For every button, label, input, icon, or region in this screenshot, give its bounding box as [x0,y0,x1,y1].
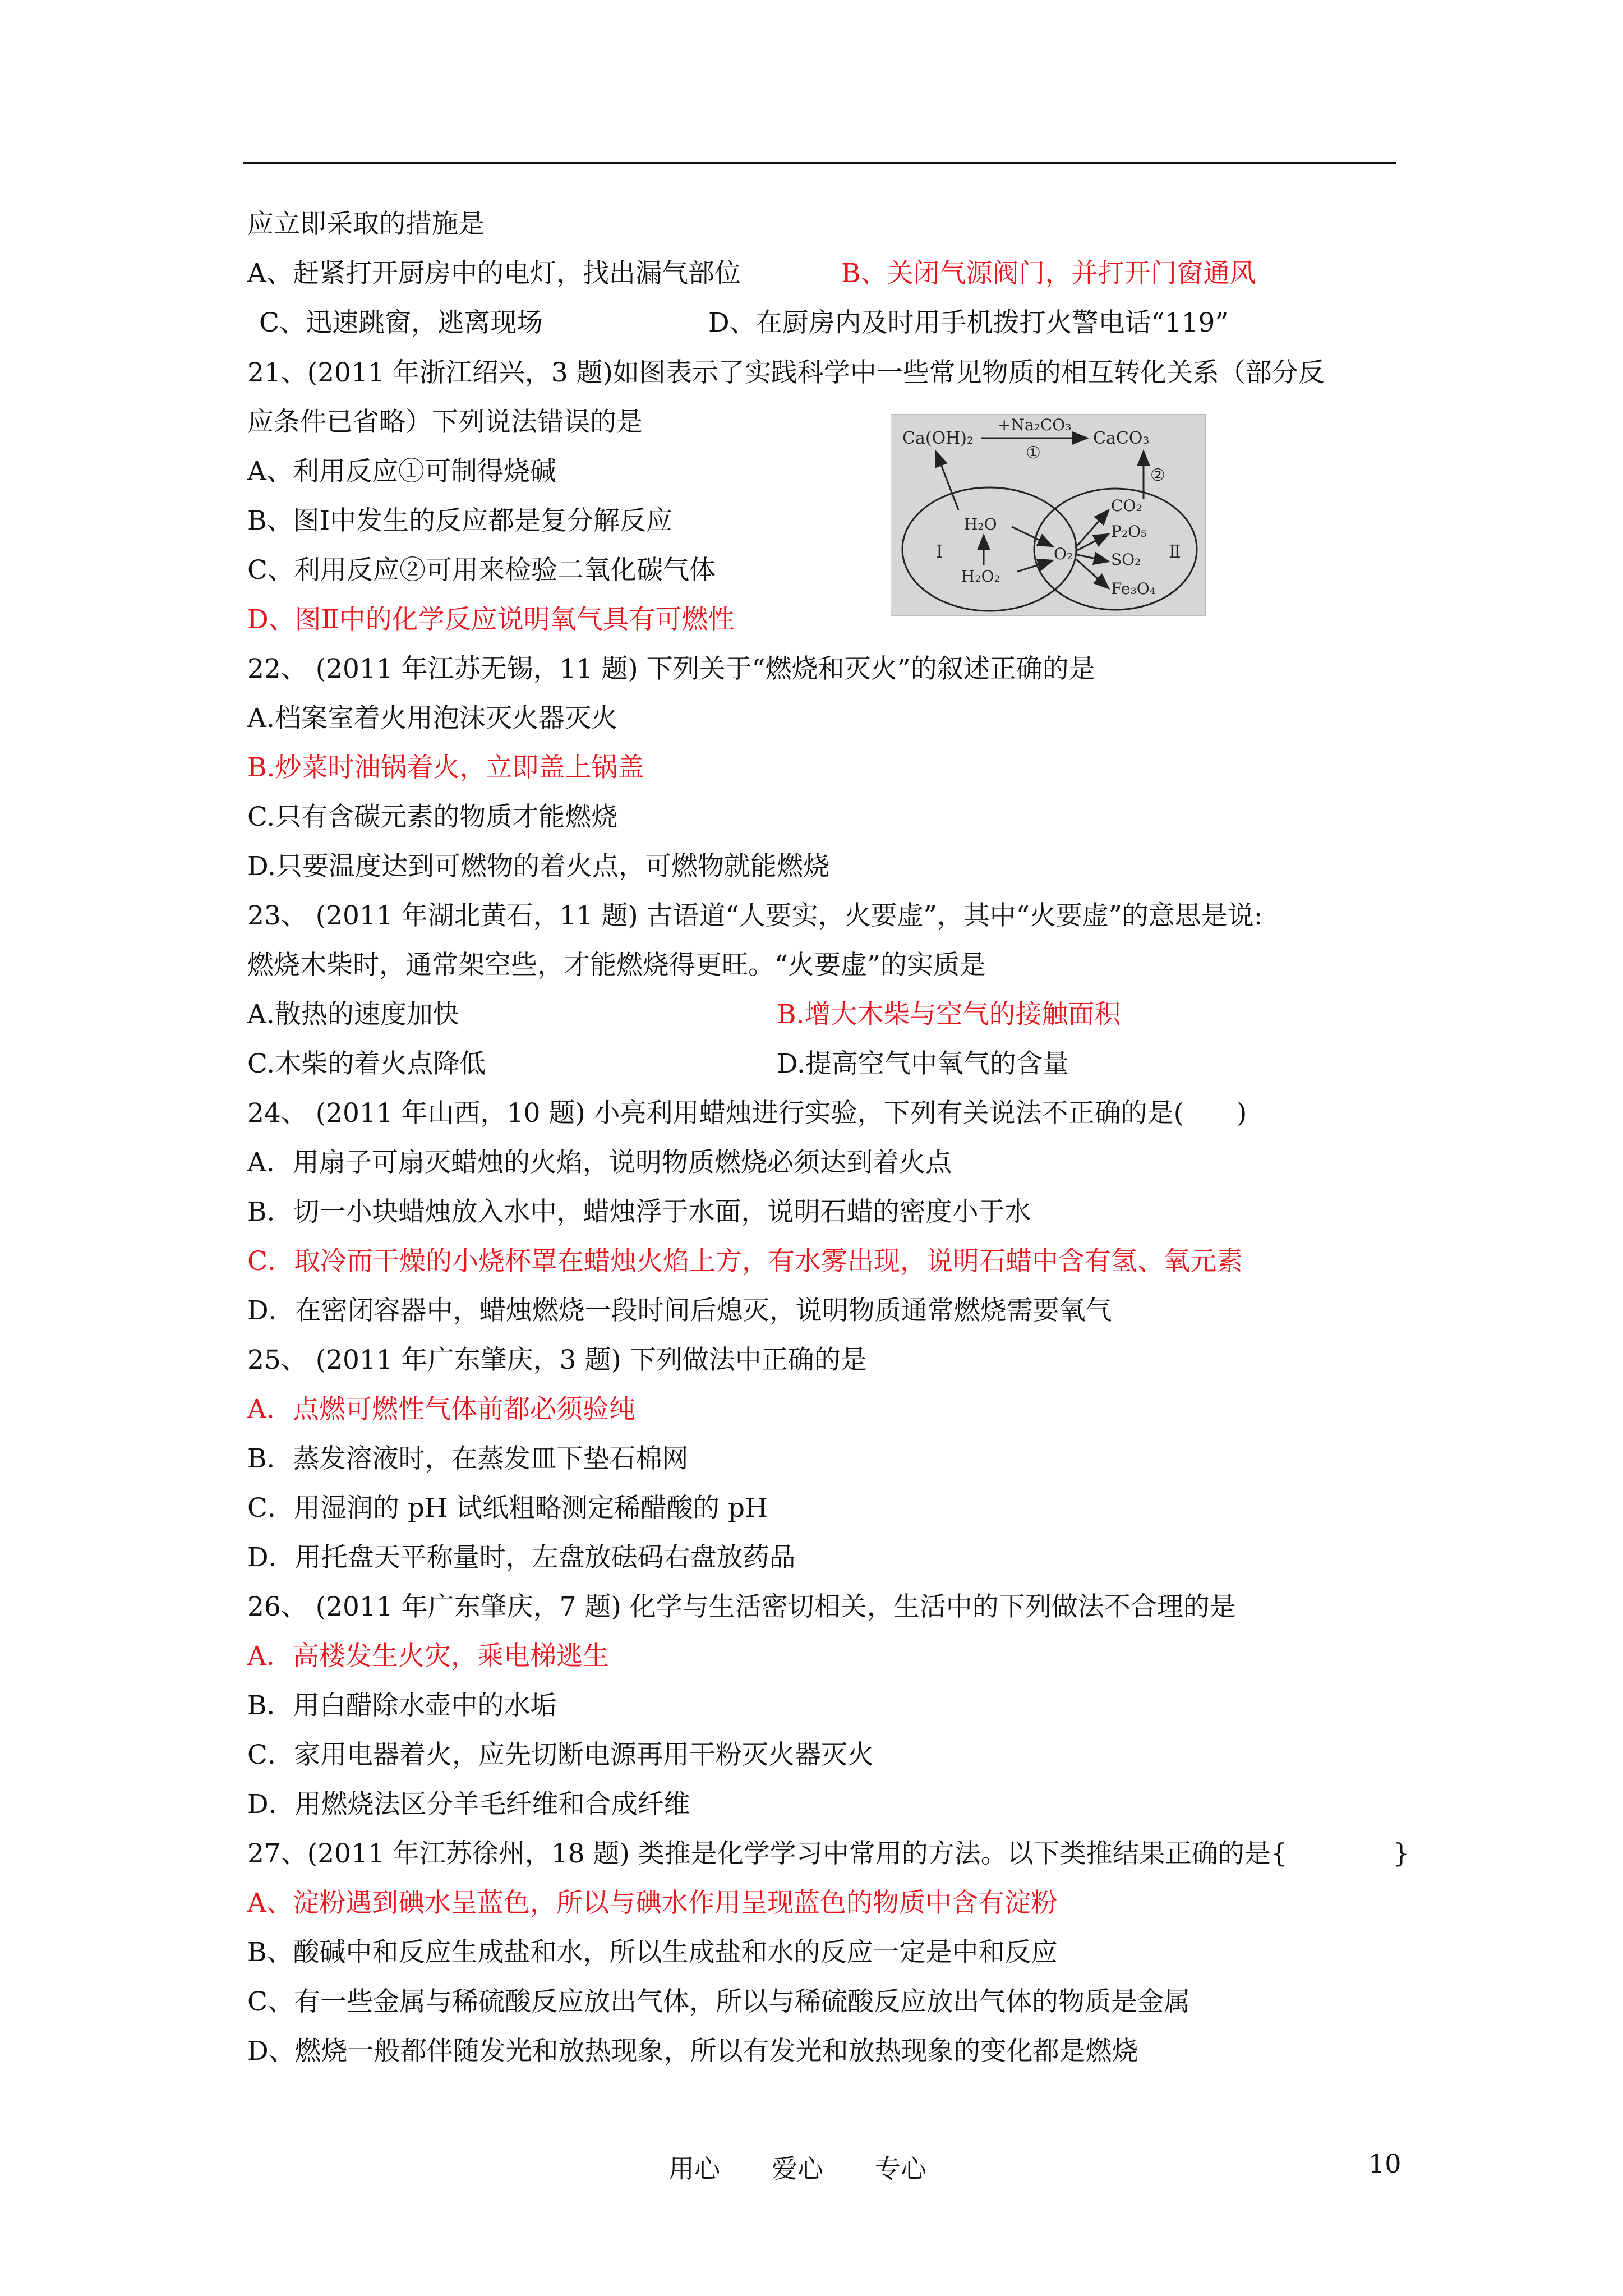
answer-option-a: A、淀粉遇到碘水呈蓝色，所以与碘水作用呈现蓝色的物质中含有淀粉 [247,1888,1057,1918]
option-d: D．用托盘天平称量时，左盘放砝码右盘放药品 [247,1542,796,1573]
question-21: 21、(2011 年浙江绍兴，3 题)如图表示了实践科学中一些常见物质的相互转化关系（部分反 [247,357,1325,388]
reaction-2-marker: ② [1150,466,1165,485]
fe3o4-label: Fe₃O₄ [1111,579,1156,598]
answer-option-b: B.炒菜时油锅着火，立即盖上锅盖 [247,752,644,783]
arrow-h2o-o2 [1012,527,1053,546]
option-c: C、利用反应②可用来检验二氧化碳气体 [247,555,716,586]
reaction-1-marker: ① [1026,443,1041,463]
question-27: 27、(2011 年江苏徐州，18 题) 类推是化学学习中常用的方法。以下类推结果正确的是{ } [247,1838,1410,1869]
question-25: 25、 (2011 年广东肇庆，3 题) 下列做法中正确的是 [247,1345,867,1375]
option-b: B．切一小块蜡烛放入水中，蜡烛浮于水面，说明石蜡的密度小于水 [247,1197,1031,1227]
option-b: B．蒸发溶液时，在蒸发皿下垫石棉网 [247,1443,689,1474]
arrow-o2-fe3o4 [1076,559,1109,588]
text-line: 应立即采取的措施是 [247,209,485,240]
question-23-cont: 燃烧木柴时，通常架空些，才能燃烧得更旺。“火要虚”的实质是 [247,950,986,981]
answer-option-a: A．点燃可燃性气体前都必须验纯 [247,1394,635,1425]
question-26: 26、 (2011 年广东肇庆，7 题) 化学与生活密切相关，生活中的下列做法不合理的是 [247,1591,1236,1622]
option-a: A.档案室着火用泡沫灭火器灭火 [247,703,617,734]
question-22: 22、 (2011 年江苏无锡，11 题) 下列关于“燃烧和灭火”的叙述正确的是 [247,654,1095,684]
na2co3-label: +Na₂CO₃ [998,416,1072,434]
option-c: C．家用电器着火，应先切断电源再用干粉灭火器灭火 [247,1740,874,1770]
roman-1-label: Ⅰ [936,541,943,562]
question-24: 24、 (2011 年山西，10 题) 小亮利用蜡烛进行实验，下列有关说法不正确的是( ) [247,1098,1247,1129]
option-d: D、燃烧一般都伴随发光和放热现象，所以有发光和放热现象的变化都是燃烧 [247,2036,1138,2067]
answer-option-b: B、关闭气源阀门，并打开门窗通风 [841,258,1256,289]
p2o5-label: P₂O₅ [1111,522,1147,541]
h2o-label: H₂O [964,515,997,533]
option-d: D.只要温度达到可燃物的着火点，可燃物就能燃烧 [247,851,829,882]
arrow-o2-so2 [1077,555,1109,562]
option-d: D．用燃烧法区分羊毛纤维和合成纤维 [247,1789,690,1820]
co2-label: CO₂ [1111,496,1142,515]
question-21-cont: 应条件已省略）下列说法错误的是 [247,407,643,438]
option-c: C.只有含碳元素的物质才能燃烧 [247,802,618,832]
option-c: C、有一些金属与稀硫酸反应放出气体，所以与稀硫酸反应放出气体的物质是金属 [247,1986,1190,2017]
header-rule [243,162,1396,164]
option-a: A、利用反应①可制得烧碱 [247,456,556,487]
option-b: B．用白醋除水壶中的水垢 [247,1690,557,1721]
option-d: D．在密闭容器中，蜡烛燃烧一段时间后熄灭，说明物质通常燃烧需要氧气 [247,1295,1112,1326]
option-c: C、迅速跳窗，逃离现场 [259,307,543,338]
arrow-h2o2-o2 [1017,560,1053,572]
circle-1 [902,487,1076,611]
page-number: 10 [1368,2148,1401,2179]
option-c: C．用湿润的 pH 试纸粗略测定稀醋酸的 pH [247,1493,768,1524]
reaction-diagram [891,414,1206,616]
so2-label: SO₂ [1111,550,1141,569]
option-a: A、赶紧打开厨房中的电灯，找出漏气部位 [247,258,741,289]
caoh2-label: Ca(OH)₂ [902,429,974,448]
question-23: 23、 (2011 年湖北黄石，11 题) 古语道“人要实，火要虚”，其中“火要虚”的意思是说: [247,900,1263,931]
option-d: D.提高空气中氧气的含量 [777,1048,1069,1079]
h2o2-label: H₂O₂ [961,567,1000,586]
answer-option-c: C．取冷而干燥的小烧杯罩在蜡烛火焰上方，有水雾出现，说明石蜡中含有氢、氧元素 [247,1246,1243,1277]
caco3-label: CaCO₃ [1093,429,1150,448]
option-b: B、酸碱中和反应生成盐和水，所以生成盐和水的反应一定是中和反应 [247,1937,1058,1968]
arrow-h2o-caoh2 [936,452,958,510]
o2-label: O₂ [1054,545,1073,563]
footer-motto: 用心 爱心 专心 [668,2154,926,2184]
roman-2-label: Ⅱ [1169,541,1181,562]
option-c: C.木柴的着火点降低 [247,1048,486,1079]
answer-option-b: B.增大木柴与空气的接触面积 [777,999,1121,1030]
option-b: B、图Ⅰ中发生的反应都是复分解反应 [247,505,673,536]
answer-option-d: D、图Ⅱ中的化学反应说明氧气具有可燃性 [247,604,735,635]
option-a: A.散热的速度加快 [247,999,459,1030]
option-a: A．用扇子可扇灭蜡烛的火焰，说明物质燃烧必须达到着火点 [247,1147,952,1178]
option-d: D、在厨房内及时用手机拨打火警电话“119” [708,307,1229,338]
answer-option-a: A．高楼发生火灾，乘电梯逃生 [247,1641,609,1672]
